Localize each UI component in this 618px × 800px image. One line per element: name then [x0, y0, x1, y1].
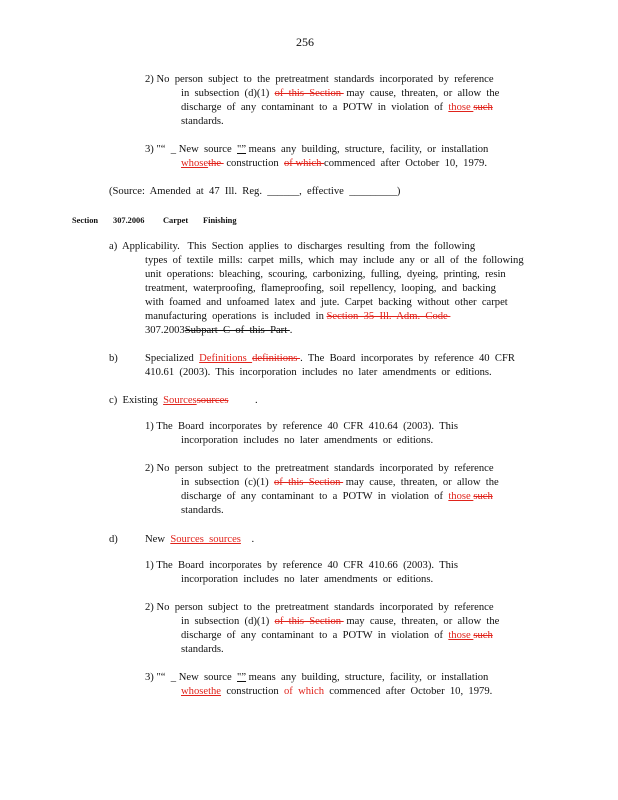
applicability-line-3: unit operations: bleaching, scouring, carbonizing, fulling, dyeing, printing, resin: [145, 269, 506, 280]
para-3-line-1: 3) "“ _ New source "” means any building, structure, facility, or installation: [145, 144, 489, 155]
applicability-line-1: a) Applicability. This Section applies to discharges resulting from the following: [109, 241, 476, 252]
existing-2-line-1: 2) No person subject to the pretreatment standards incorporated by reference: [145, 463, 494, 474]
para-3-line-2: whosethe construction of which commenced after October 10, 1979.: [181, 158, 487, 169]
existing-1-line-2: incorporation includes no later amendments or editions.: [181, 435, 434, 446]
para-2-line-3: discharge of any contaminant to a POTW in violation of those such: [181, 102, 493, 113]
page-number: 256: [296, 35, 314, 49]
source-note: (Source: Amended at 47 Ill. Reg. ______, effective _________): [109, 186, 401, 197]
definitions-line-1: Specialized Definitions definitions . The Board incorporates by reference 40 CFR: [145, 353, 515, 364]
new-2-line-1: 2) No person subject to the pretreatment standards incorporated by reference: [145, 602, 494, 613]
definitions-label: b): [109, 353, 118, 364]
existing-2-line-4: standards.: [181, 505, 224, 516]
section-number: 307.2006: [113, 216, 145, 225]
para-2-line-2: in subsection (d)(1) of this Section may cause, threaten, or allow the: [181, 88, 500, 99]
applicability-line-5: with foamed and unfoamed latex and jute. Carpet backing without other carpet: [145, 297, 508, 308]
new-1-line-2: incorporation includes no later amendments or editions.: [181, 574, 434, 585]
new-sources-heading: New Sources sources .: [145, 534, 255, 545]
new-2-line-2: in subsection (d)(1) of this Section may cause, threaten, or allow the: [181, 616, 500, 627]
existing-2-line-3: discharge of any contaminant to a POTW in violation of those such: [181, 491, 493, 502]
applicability-line-4: treatment, waterproofing, flameproofing, soil repellency, looping, and backing: [145, 283, 496, 294]
definitions-line-2: 410.61 (2003). This incorporation includes no later amendments or editions.: [145, 367, 492, 378]
para-2-line-4: standards.: [181, 116, 224, 127]
new-1-line-1: 1) The Board incorporates by reference 40 CFR 410.66 (2003). This: [145, 560, 458, 571]
new-3-line-1: 3) "“ _ New source "” means any building, structure, facility, or installation: [145, 672, 489, 683]
applicability-line-6: manufacturing operations is included in Section 35 Ill. Adm. Code: [145, 311, 451, 322]
new-2-line-3: discharge of any contaminant to a POTW in violation of those such: [181, 630, 493, 641]
applicability-line-7: 307.2003Subpart C of this Part .: [145, 325, 293, 336]
existing-1-line-1: 1) The Board incorporates by reference 40 CFR 410.64 (2003). This: [145, 421, 458, 432]
section-title-word-1: Carpet: [163, 216, 189, 225]
existing-2-line-2: in subsection (c)(1) of this Section may cause, threaten, or allow the: [181, 477, 499, 488]
new-3-line-2: whosethe construction of which commenced after October 10, 1979.: [181, 686, 493, 697]
new-2-line-4: standards.: [181, 644, 224, 655]
section-title-word-2: Finishing: [203, 216, 237, 225]
existing-sources-heading: c) Existing Sourcessources .: [109, 395, 258, 406]
new-sources-label: d): [109, 534, 118, 545]
applicability-line-2: types of textile mills: carpet mills, which may include any or all of the following: [145, 255, 524, 266]
section-label: Section: [72, 216, 99, 225]
para-2-line-1: 2) No person subject to the pretreatment standards incorporated by reference: [145, 74, 494, 85]
